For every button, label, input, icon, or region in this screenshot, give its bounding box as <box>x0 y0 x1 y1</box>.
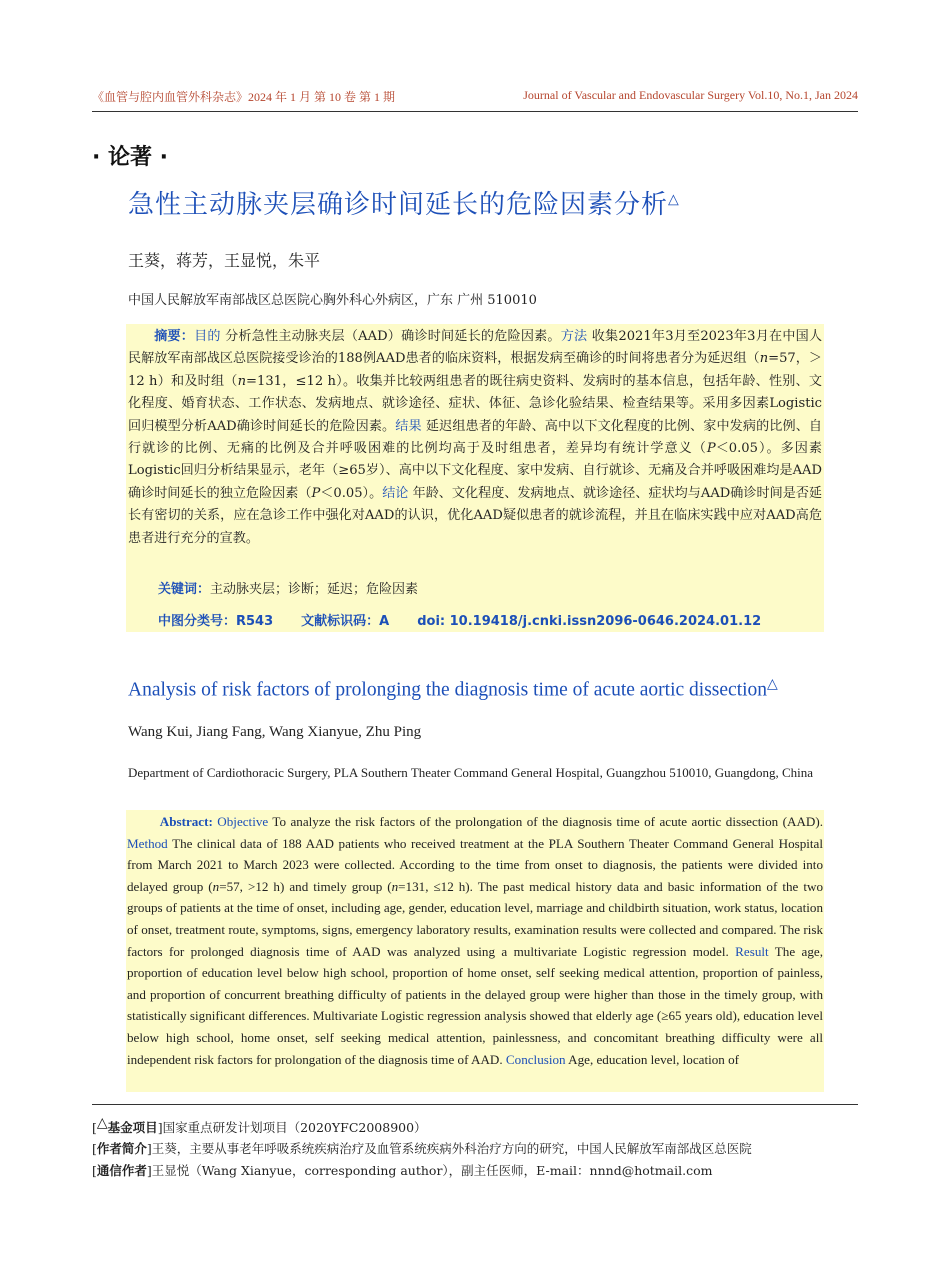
cn-clc: 中图分类号：R543 <box>158 614 274 629</box>
cn-keywords-label: 关键词： <box>158 582 211 597</box>
cn-abstract-text <box>128 326 822 550</box>
cn-method-n1: n <box>759 351 769 367</box>
cn-objective-label: 目的 <box>194 329 221 344</box>
en-method-c: =131, ≤12 h). The past medical history data and basic information of the two groups of patients at the time of onset, including age, gender, education level, marriage and childbirth situation, work status, location of onset, treatment route, symptoms, signs, emergency laboratory results, examination results were collected and compared. The risk factors for prolonged diagnosis time of AAD was analyzed using a multivariate Logistic regression model. <box>127 878 823 959</box>
en-method-label: Method <box>127 835 168 851</box>
footnote-rule <box>92 1104 858 1105</box>
cn-result-p1: P <box>706 441 716 457</box>
cn-classification <box>158 610 789 629</box>
footnote-fund: [△基金项目]国家重点研发计划项目（2020YFC2008900） <box>92 1115 427 1136</box>
cn-result-c: ＜0.05）。 <box>320 485 383 501</box>
cn-result-p2: P <box>311 485 321 501</box>
cn-title-fund-mark: △ <box>668 191 680 208</box>
footnote-corresponding: [通信作者]王显悦（Wang Xianyue，corresponding author），副主任医师，E-mail：nnnd@hotmail.com <box>92 1163 713 1178</box>
cn-method-b: =57，＞12 h）和及时组（ <box>128 351 822 389</box>
en-method-a: The clinical data of 188 AAD patients who received treatment at the PLA Southern Theater Command General Hospital from March 2021 to March 2023 were collected. According to the time from onset to diagnosis, the patients were divided into delayed group ( <box>127 835 823 894</box>
section-tag: · 论著 · <box>92 145 169 170</box>
en-title <box>128 676 778 702</box>
author-label: 作者简介 <box>96 1141 147 1156</box>
cn-authors: 王葵，蒋芳，王显悦，朱平 <box>128 251 321 270</box>
fund-label: 基金项目 <box>107 1120 158 1136</box>
cn-affiliation: 中国人民解放军南部战区总医院心胸外科心外病区，广东 广州 510010 <box>128 293 537 308</box>
corr-label: 通信作者 <box>96 1163 147 1178</box>
cn-result-label: 结果 <box>395 418 422 434</box>
en-result: The age, proportion of education level below high school, proportion of home onset, self seeking medical attention, proportion of painless, and proportion of concurrent breathing difficulty of patients in the delayed group were higher than those in the timely group, with statistically significant differences. Multivariate Logistic regression analysis showed that elderly age (≥65 years old), education level below high school, home onset, self seeking medical attention, painlessness, and concomitant breathing difficulty were all independent risk factors for prolongation of the diagnosis time of AAD. <box>127 943 823 1067</box>
cn-keywords <box>158 578 418 597</box>
cn-result-a: 延迟组患者的年龄、高中以下文化程度的比例、家中发病的比例、自行就诊的比例、无痛的比例及合并呼吸困难的比例均高于及时组患者，差异均有统计学意义（ <box>128 418 822 457</box>
en-conclusion: Age, education level, location of <box>565 1051 740 1067</box>
cn-method-n2: n <box>237 373 247 389</box>
cn-conclusion-label: 结论 <box>382 485 409 501</box>
en-authors: Wang Kui, Jiang Fang, Wang Xianyue, Zhu Ping <box>128 724 422 740</box>
en-result-label: Result <box>735 943 769 959</box>
en-conclusion-label: Conclusion <box>505 1051 566 1067</box>
cn-method-c: =131，≤12 h）。收集并比较两组患者的既往病史资料、发病时的基本信息，包括年龄、性别、文化程度、婚育状态、工作状态、发病地点、就诊途径、症状、体征、急诊化验结果、检查结果等。采用多因素Logistic回归模型分析AAD确诊时间延长的危险因素。 <box>128 373 822 434</box>
cn-doi: doi: 10.19418/j.cnki.issn2096-0646.2024.01.12 <box>417 614 762 629</box>
cn-result-b: ＜0.05）。多因素Logistic回归分析结果显示，老年（≥65岁）、高中以下文化程度、家中发病、自行就诊、无痛及合并呼吸困难均是AAD确诊时间延长的独立危险因素（ <box>128 441 822 501</box>
cn-conclusion: 年龄、文化程度、发病地点、就诊途径、症状均与AAD确诊时间是否延长有密切的关系，应在急诊工作中强化对AAD的认识，优化AAD疑似患者的就诊流程，并且在临床实践中应对AAD高危患者进行充分的宣教。 <box>128 485 823 546</box>
cn-abstract-box <box>126 324 824 632</box>
footnote-author: [作者简介]王葵，主要从事老年呼吸系统疾病治疗及血管系统疾病外科治疗方向的研究，中国人民解放军南部战区总医院 <box>92 1141 752 1156</box>
en-abstract-text <box>127 811 823 1070</box>
en-title-text: Analysis of risk factors of prolonging the diagnosis time of acute aortic dissection <box>128 679 768 701</box>
fund-mark: △ <box>96 1115 108 1131</box>
cn-objective: 分析急性主动脉夹层（AAD）确诊时间延长的危险因素。 <box>220 329 561 344</box>
en-abstract-box <box>126 810 824 1092</box>
en-objective-label: Objective <box>217 814 269 829</box>
running-header-cn: 《血管与腔内血管外科杂志》2024 年 1 月 第 10 卷 第 1 期 <box>92 90 396 104</box>
en-method-b: =57, >12 h) and timely group ( <box>219 878 392 894</box>
corr-text: 王显悦（Wang Xianyue，corresponding author），副主任医师，E-mail：nnnd@hotmail.com <box>151 1163 713 1178</box>
en-method-n1: n <box>212 878 220 894</box>
cn-title-text: 急性主动脉夹层确诊时间延长的危险因素分析 <box>128 190 669 220</box>
en-abstract-label: Abstract: <box>159 814 213 829</box>
en-method-n2: n <box>391 878 399 894</box>
en-affiliation: Department of Cardiothoracic Surgery, PLA Southern Theater Command General Hospital, Guangzhou 510010, Guangdong, China <box>128 765 814 780</box>
cn-method-label: 方法 <box>560 329 588 344</box>
fund-text: 国家重点研发计划项目（2020YFC2008900） <box>162 1120 427 1136</box>
cn-abstract-label: 摘要： <box>154 329 195 344</box>
en-objective: To analyze the risk factors of the prolongation of the diagnosis time of acute aortic dissection (AAD). <box>268 814 823 829</box>
running-header-en: Journal of Vascular and Endovascular Surgery Vol.10, No.1, Jan 2024 <box>523 88 858 102</box>
cn-doc-code: 文献标识码：A <box>301 614 390 629</box>
cn-method-a: 收集2021年3月至2023年3月在中国人民解放军南部战区总医院接受诊治的188例AAD患者的临床资料，根据发病至确诊的时间将患者分为延迟组（ <box>128 329 823 367</box>
en-title-fund-mark: △ <box>767 677 778 692</box>
cn-title <box>128 184 680 221</box>
cn-keywords-text: 主动脉夹层；诊断；延迟；危险因素 <box>210 582 419 597</box>
author-text: 王葵，主要从事老年呼吸系统疾病治疗及血管系统疾病外科治疗方向的研究，中国人民解放军南部战区总医院 <box>151 1141 752 1156</box>
header-rule <box>92 111 858 112</box>
